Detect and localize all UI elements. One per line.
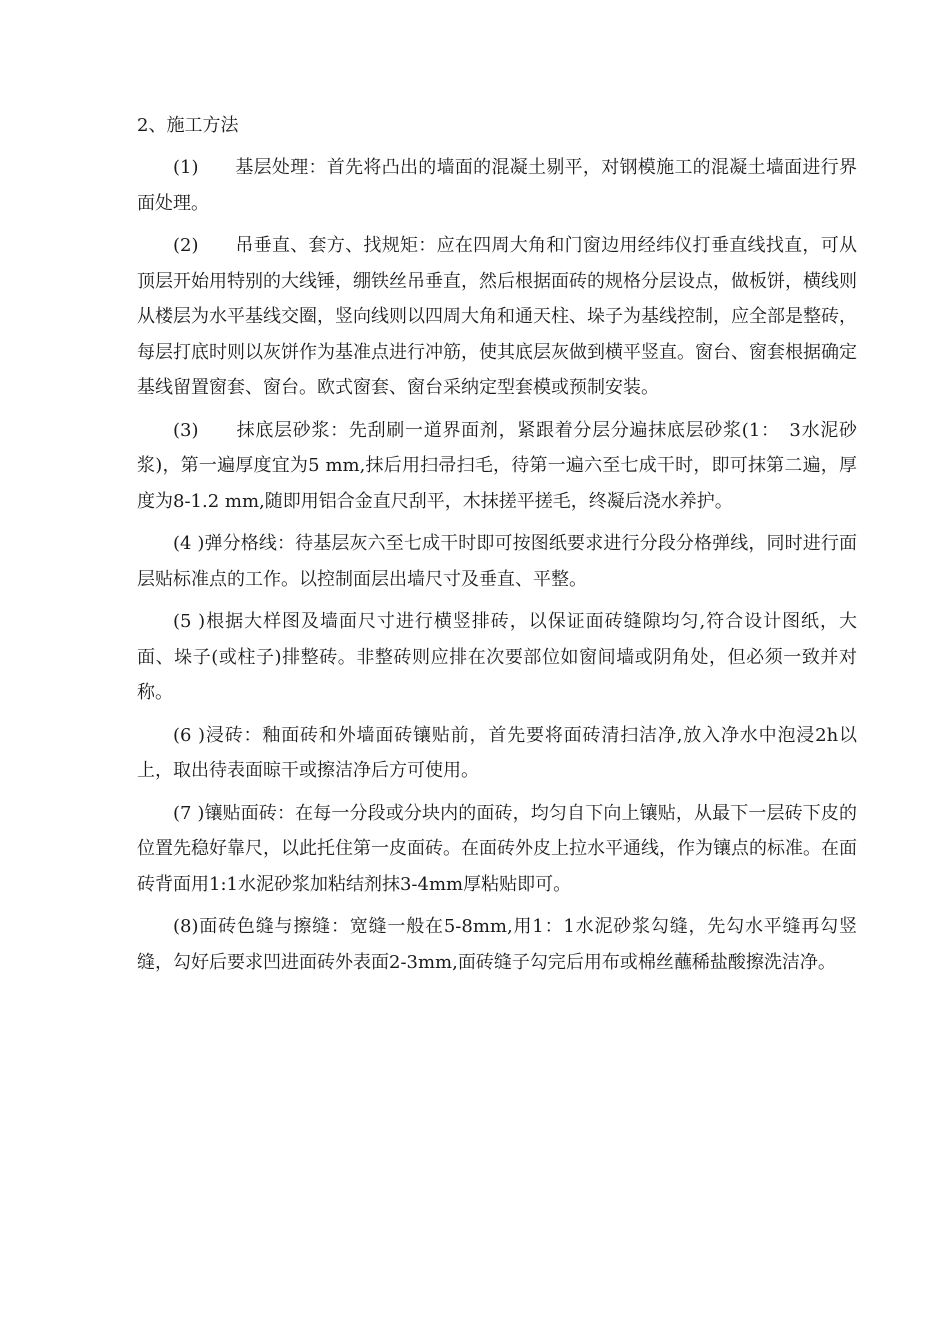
paragraph-grid-lines: (4 )弹分格线：待基层灰六至七成干时即可按图纸要求进行分段分格弹线，同时进行面层贴标准点的工作。以控制面层出墙尺寸及垂直、平整。 (137, 533, 857, 590)
paragraph-plumb-squaring: (2) 吊垂直、套方、找规矩：应在四周大角和门窗边用经纬仪打垂直线找直，可从顶层开始用特别的大线锤，绷铁丝吊垂直，然后根据面砖的规格分层设点，做板饼，横线则从楼层为水平基线交圈，竖向线则以四周大角和通天柱、垛子为基线控制，应全部是整砖，每层打底时则以灰饼作为基准点进行冲筋，使其底层灰做到横平竖直。窗台、窗套根据确定基线留置窗套、窗台。欧式窗套、窗台采纳定型套模或预制安装。 (137, 235, 857, 398)
paragraph-base-treatment: (1) 基层处理：首先将凸出的墙面的混凝土剔平，对钢模施工的混凝土墙面进行界面处理。 (137, 157, 857, 214)
paragraph-base-mortar: (3) 抹底层砂浆：先刮刷一道界面剂，紧跟着分层分遍抹底层砂浆(1： 3水泥砂浆)，第一遍厚度宜为5 mm,抹后用扫帚扫毛，待第一遍六至七成干时，即可抹第二遍，厚度为8-1.2 mm,随即用铝合金直尺刮平，木抹搓平搓毛，终凝后浇水养护。 (137, 419, 857, 512)
paragraph-tile-layout: (5 )根据大样图及墙面尺寸进行横竖排砖，以保证面砖缝隙均匀,符合设计图纸，大面、垛子(或柱子)排整砖。非整砖则应排在次要部位如窗间墙或阴角处，但必须一致并对称。 (137, 611, 857, 703)
paragraph-tile-soaking: (6 )浸砖：釉面砖和外墙面砖镶贴前，首先要将面砖清扫洁净,放入净水中泡浸2h以上，取出待表面晾干或擦洁净后方可使用。 (137, 724, 857, 781)
section-heading: 2、施工方法 (137, 115, 239, 136)
paragraph-tile-laying: (7 )镶贴面砖：在每一分段或分块内的面砖，均匀自下向上镶贴，从最下一层砖下皮的位置先稳好靠尺，以此托住第一皮面砖。在面砖外皮上拉水平通线，作为镶点的标准。在面砖背面用1:1水泥砂浆加粘结剂抹3-4mm厚粘贴即可。 (137, 802, 857, 895)
paragraph-joint-pointing: (8)面砖色缝与擦缝：宽缝一般在5-8mm,用1：1水泥砂浆勾缝，先勾水平缝再勾竖缝，勾好后要求凹进面砖外表面2-3mm,面砖缝子勾完后用布或棉丝蘸稀盐酸擦洗洁净。 (137, 916, 857, 973)
document-body (137, 108, 857, 987)
